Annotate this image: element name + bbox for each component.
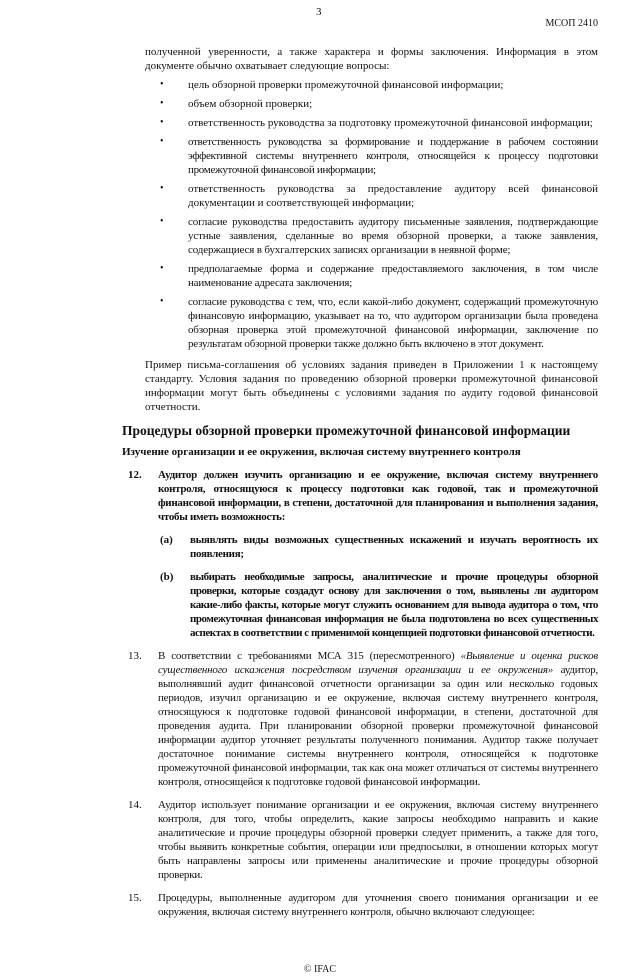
- footer-copyright: © IFAC: [303, 964, 337, 975]
- list-item: [160, 135, 598, 177]
- paragraph-14-text: Аудитор использует понимание организации и ее окружения, включая систему внутреннего контроля, для того, чтобы определить, какие запросы необходимо направить и какие аналитические и прочие процедуры обзорной проверки следует применить, а также для того, чтобы выявить конкретные события, операции или предпосылки, в отношении которых могут быть направлены запросы или применены аналитические и прочие процедуры обзорной проверки.: [158, 799, 598, 881]
- subheading: Изучение организации и ее окружения, включая систему внутреннего контроля: [122, 446, 521, 458]
- bullet-icon: •: [160, 79, 164, 90]
- paragraph-12-text: Аудитор должен изучить организацию и ее окружение, включая систему внутреннего контроля, относящуюся к процессу подготовки как годовой, так и промежуточной финансовой информации, в степени, достаточной для планирования и выполнения задания, чтобы иметь возможность:: [158, 469, 598, 523]
- list-item: [160, 182, 598, 210]
- item-label: (a): [160, 534, 173, 546]
- paragraph-14: [128, 798, 598, 882]
- list-item-text: ответственность руководства за подготовку промежуточной финансовой информации;: [188, 117, 593, 129]
- bullet-icon: •: [160, 183, 164, 194]
- paragraph-12a-text: выявлять виды возможных существенных искажений и изучать вероятность их появления;: [190, 534, 598, 560]
- bullet-icon: •: [160, 263, 164, 274]
- bullet-icon: •: [160, 216, 164, 227]
- list-item-text: цель обзорной проверки промежуточной финансовой информации;: [188, 79, 504, 91]
- bullet-icon: •: [160, 296, 164, 307]
- paragraph-13: [128, 649, 598, 789]
- list-item-text: согласие руководства предоставить аудитору письменные заявления, подтверждающие устные заявления, сделанные во время обзорной проверки, а также заявления, содержащиеся в бухгалтерских записях организации в неявной форме;: [188, 216, 598, 256]
- item-label: (b): [160, 571, 174, 583]
- page-number: 3: [316, 6, 322, 18]
- list-item: [160, 215, 598, 257]
- paragraph-13-text: [158, 649, 598, 789]
- list-item: [160, 78, 598, 92]
- bullet-icon: •: [160, 117, 164, 128]
- list-item-text: согласие руководства с тем, что, если какой-либо документ, содержащий промежуточную финансовую информацию, указывает на то, что аудитором организации была проведена обзорная проверка этой промежуточной финансовой информации, заключение по результатам обзорной проверки также должно быть включено в этот документ.: [188, 296, 598, 350]
- paragraph-13-text-before: В соответствии с требованиями МСА 315 (пересмотренного): [158, 650, 461, 662]
- section-heading: Процедуры обзорной проверки промежуточной финансовой информации: [122, 423, 571, 438]
- list-item: [160, 295, 598, 351]
- paragraph-12b: [160, 570, 598, 640]
- list-item-text: предполагаемые форма и содержание предоставляемого заключения, в том числе наименование адресата заключения;: [188, 263, 598, 289]
- paragraph-15-text: Процедуры, выполненные аудитором для уточнения своего понимания организации и ее окружения, включая систему внутреннего контроля, обычно включают следующее:: [158, 892, 598, 918]
- paragraph-12a: [160, 533, 598, 561]
- paragraph-number: 14.: [128, 799, 142, 811]
- list-item: [160, 262, 598, 290]
- paragraph-number: 13.: [128, 650, 142, 662]
- standard-title: «Выявление и оценка рисков существенного искажения посредством изучения организации и ее окружения»: [158, 650, 598, 676]
- example-paragraph: Пример письма-соглашения об условиях задания приведен в Приложении 1 к настоящему стандарту. Условия задания по проведению обзорной проверки промежуточной финансовой информации могут быть объединены с условиями задания по аудиту годовой финансовой отчетности.: [145, 359, 598, 413]
- paragraph-number: 12.: [128, 469, 142, 481]
- list-item-text: объем обзорной проверки;: [188, 98, 313, 110]
- paragraph-number: 15.: [128, 892, 142, 904]
- document-code: МСОП 2410: [545, 18, 598, 29]
- paragraph-15: [128, 891, 598, 919]
- bullet-icon: •: [160, 98, 164, 109]
- bullet-list: [145, 78, 598, 351]
- paragraph-13-text-after: аудитор, выполнявший аудит финансовой отчетности организации за один или несколько годовых периодов, изучил организацию и ее окружение, включая систему внутреннего контроля, относящуюся к подготовке годовой финансовой информации, в степени, достаточной для проведения аудита. При планировании обзорной проверки промежуточной финансовой информации аудитор уточняет результаты полученного понимания. Аудитор также получает достаточное понимание системы внутреннего контроля, относящейся к подготовке промежуточной финансовой информации, так как она может отличаться от системы внутреннего контроля, относящейся к подготовке годовой финансовой информации.: [158, 664, 598, 788]
- list-item: [160, 97, 598, 111]
- intro-paragraph: полученной уверенности, а также характера и формы заключения. Информация в этом документе обычно охватывает следующие вопросы:: [145, 46, 598, 72]
- list-item-text: ответственность руководства за предоставление аудитору всей финансовой документации и соответствующей информации;: [188, 183, 598, 209]
- list-item: [160, 116, 598, 130]
- paragraph-12b-text: выбирать необходимые запросы, аналитические и прочие процедуры обзорной проверки, которые создадут основу для заключения о том, выявлены ли аудитором какие-либо факты, которые могут служить основанием для вывода аудитора о том, что промежуточная финансовая информация не была подготовлена во всех существенных аспектах в соответствии с применимой концепцией подготовки финансовой отчетности.: [190, 571, 598, 639]
- bullet-icon: •: [160, 136, 164, 147]
- paragraph-12: [128, 468, 598, 524]
- list-item-text: ответственность руководства за формирование и поддержание в рабочем состоянии эффективной системы внутреннего контроля, относящейся к процессу подготовки промежуточной финансовой информации;: [188, 136, 598, 176]
